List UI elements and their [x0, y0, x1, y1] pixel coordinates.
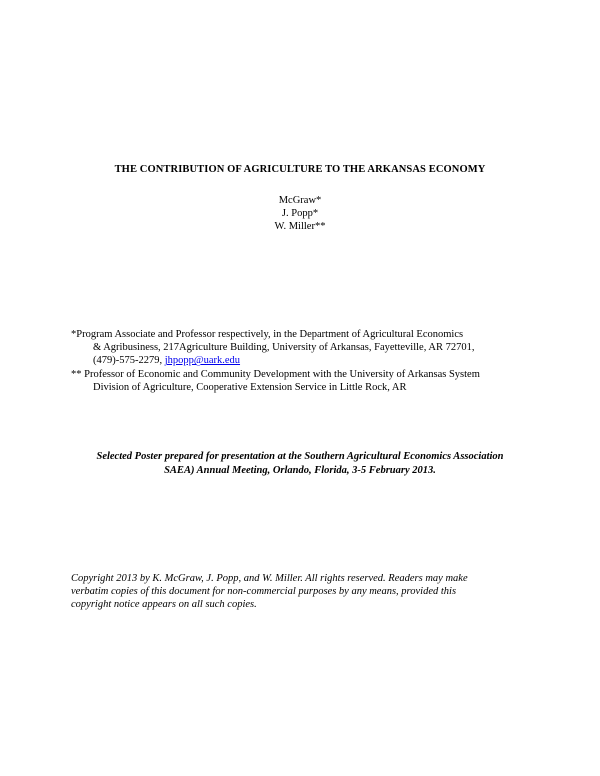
poster-note-line-1: Selected Poster prepared for presentation at the Southern Agricultural Economics Association — [96, 451, 504, 462]
poster-note-line-2: SAEA) Annual Meeting, Orlando, Florida, 3-5 February 2013. — [164, 464, 436, 476]
poster-note — [0, 450, 600, 477]
copyright-line-1: Copyright 2013 by K. McGraw, J. Popp, and W. Miller. All rights reserved. Readers may make — [71, 573, 468, 584]
phone-number: (479)-575-2279, — [93, 355, 165, 367]
affiliation-1-line-2: & Agribusiness, 217Agriculture Building, University of Arkansas, Fayetteville, AR 72701, — [93, 342, 475, 354]
copyright-line-3: copyright notice appears on all such copies. — [71, 599, 257, 611]
affiliation-1-line-1: *Program Associate and Professor respectively, in the Department of Agricultural Economics — [71, 329, 464, 340]
affiliation-2-line-2: Division of Agriculture, Cooperative Extension Service in Little Rock, AR — [93, 381, 407, 393]
author-name: W. Miller** — [274, 221, 326, 232]
copyright-line-2: verbatim copies of this document for non-commercial purposes by any means, provided this — [71, 586, 457, 598]
email-link[interactable]: jhpopp@uark.edu — [164, 355, 241, 367]
affiliation-1-line-3 — [71, 354, 541, 367]
affiliations — [71, 328, 541, 394]
copyright-notice — [71, 572, 541, 612]
paper-title: THE CONTRIBUTION OF AGRICULTURE TO THE ARKANSAS ECONOMY — [114, 164, 486, 175]
affiliation-2-line-1: ** Professor of Economic and Community Development with the University of Arkansas System — [71, 368, 480, 380]
author-list — [0, 194, 600, 233]
author-name: McGraw* — [278, 195, 322, 206]
author-name: J. Popp* — [281, 208, 319, 219]
